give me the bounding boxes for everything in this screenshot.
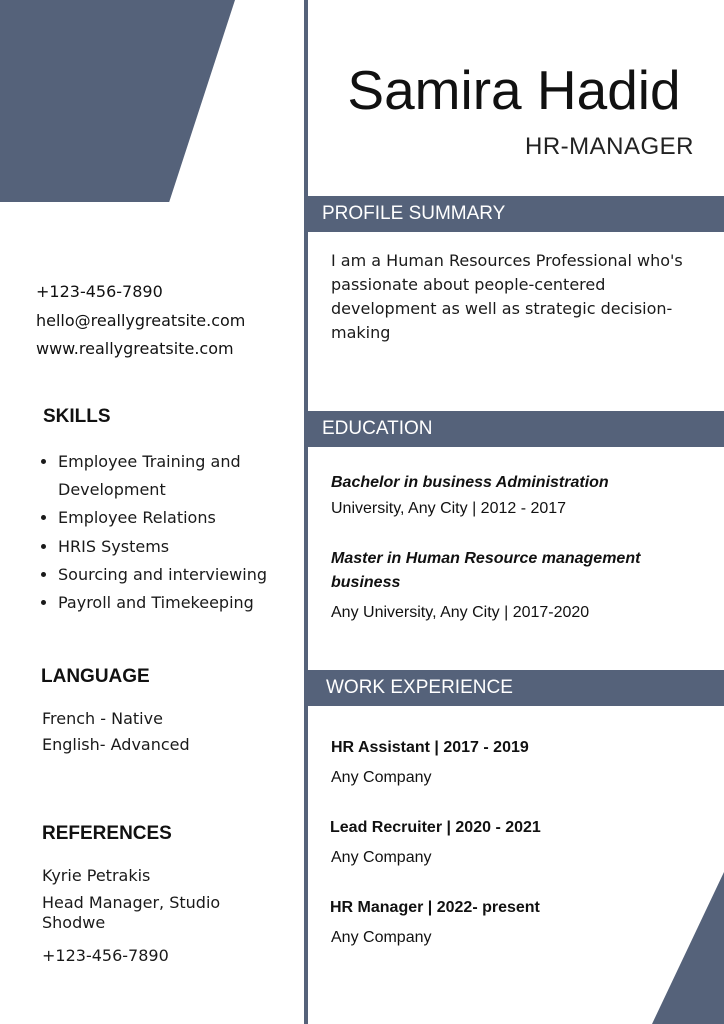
profile-summary-text: I am a Human Resources Professional who's passionate about people-centered development as well as strategic decision-making [331, 251, 683, 342]
list-item: • Employee Training and Development [58, 448, 308, 504]
candidate-name: Samira Hadid [347, 59, 681, 121]
skills-heading: SKILLS [43, 406, 111, 427]
reference-name: Kyrie Petrakis [42, 866, 151, 885]
profile-summary-heading: PROFILE SUMMARY [322, 203, 506, 224]
list-item: • Sourcing and interviewing [58, 561, 308, 589]
decorative-bottom-shape [652, 872, 724, 1024]
decorative-top-shape [0, 0, 235, 202]
reference-role: Head Manager, Studio Shodwe [42, 893, 221, 932]
language-heading: LANGUAGE [41, 666, 150, 687]
contact-website: www.reallygreatsite.com [36, 339, 234, 358]
job-company: Any Company [331, 769, 432, 786]
references-heading: REFERENCES [42, 823, 172, 844]
job-company: Any Company [331, 849, 432, 866]
contact-phone: +123-456-7890 [36, 282, 163, 301]
list-item: • HRIS Systems [58, 533, 308, 561]
language-item: French - Native [42, 709, 163, 728]
skills-list [36, 448, 308, 617]
work-experience-heading: WORK EXPERIENCE [326, 677, 513, 698]
job-title: Lead Recruiter | 2020 - 2021 [330, 819, 541, 836]
job-title: HR Manager | 2022- present [330, 899, 540, 916]
education-details: University, Any City | 2012 - 2017 [331, 500, 567, 517]
job-title: HR Assistant | 2017 - 2019 [331, 739, 529, 756]
education-degree: Bachelor in business Administration [331, 474, 609, 491]
education-degree: Master in Human Resource management business [331, 550, 641, 591]
profile-summary-band [308, 196, 724, 232]
contact-email: hello@reallygreatsite.com [36, 311, 246, 330]
education-heading: EDUCATION [322, 418, 433, 439]
work-experience-band [308, 670, 724, 706]
reference-phone: +123-456-7890 [42, 946, 169, 965]
education-band [308, 411, 724, 447]
candidate-job-title: HR-MANAGER [524, 133, 694, 160]
language-item: English- Advanced [42, 735, 190, 754]
list-item: • Payroll and Timekeeping [58, 589, 308, 617]
list-item: • Employee Relations [58, 504, 308, 532]
education-details: Any University, Any City | 2017-2020 [331, 604, 590, 621]
job-company: Any Company [331, 929, 432, 946]
